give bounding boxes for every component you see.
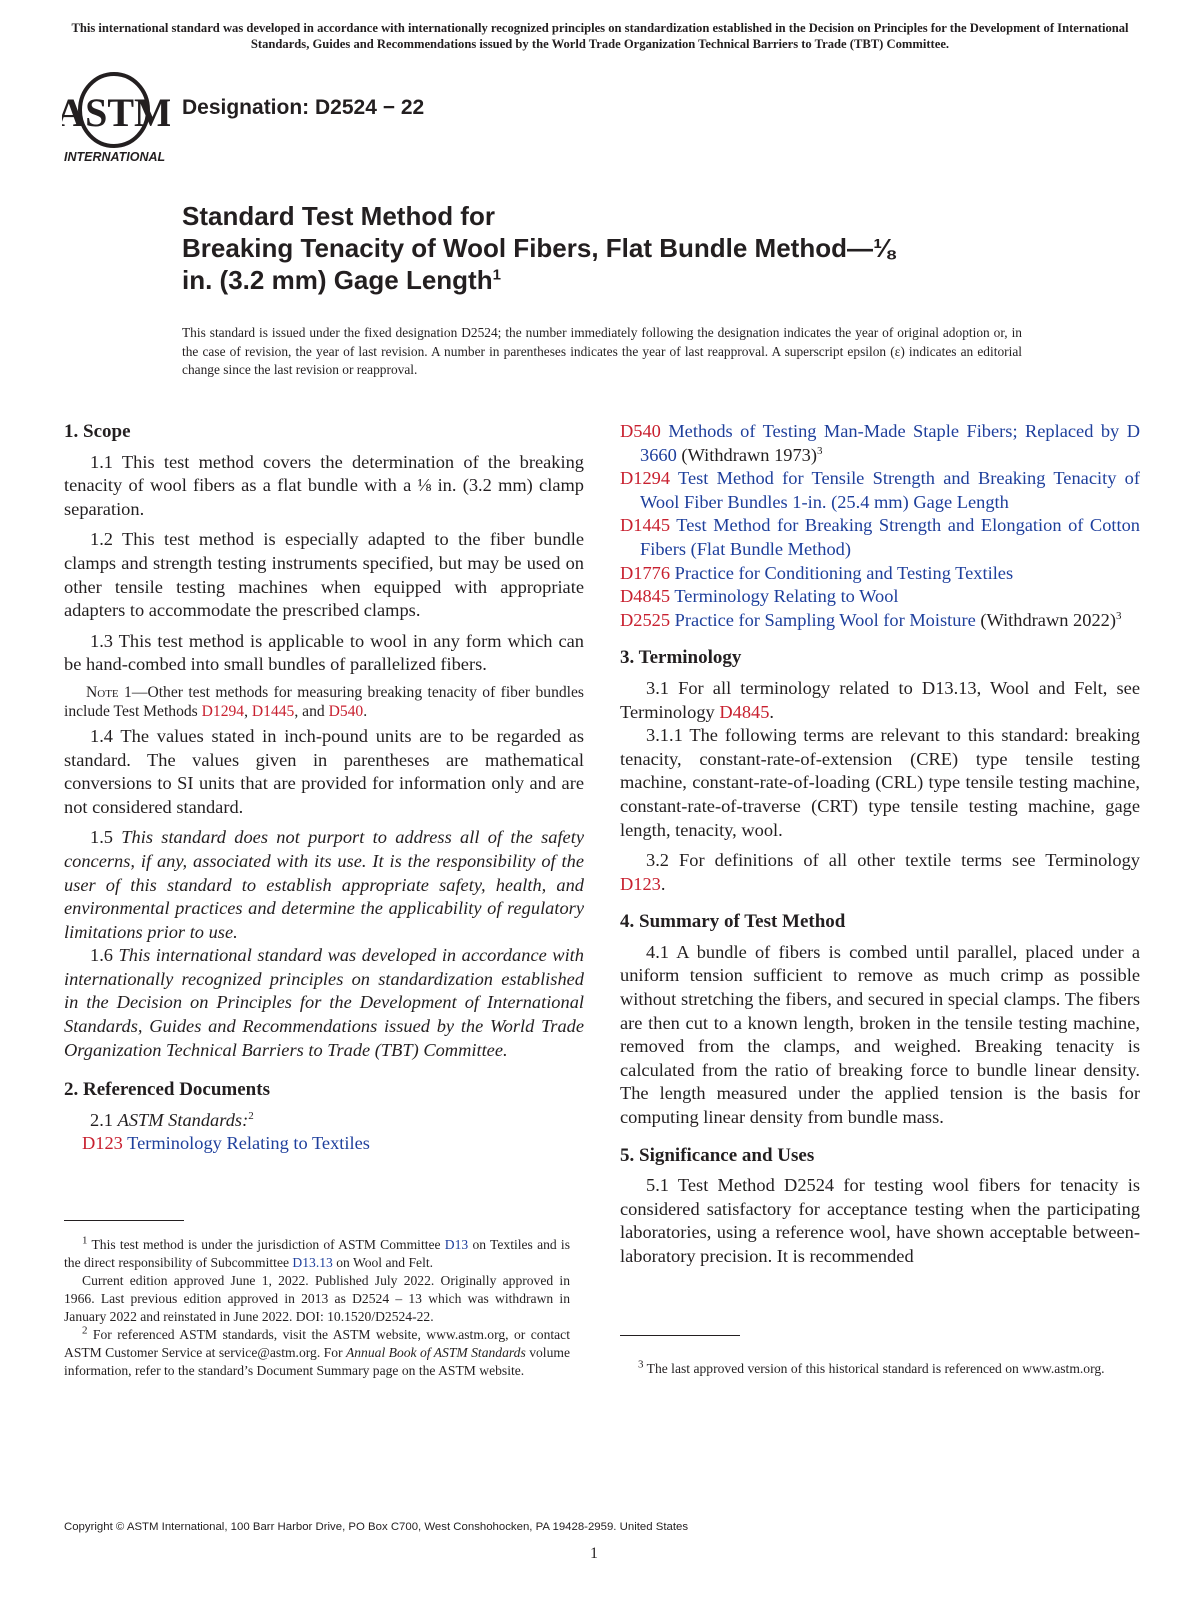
paragraph-3-1 xyxy=(620,677,1140,724)
footnote-text: For referenced ASTM standards, visit the ASTM website, www.astm.org, or contact ASTM Customer Service at service@astm.org. For xyxy=(64,1327,570,1360)
reference-title[interactable]: Methods of Testing Man-Made Staple Fibers; Replaced by D 3660 xyxy=(640,421,1140,465)
note-label: Note 1 xyxy=(86,683,132,701)
paragraph-4-1: 4.1 A bundle of fibers is combed until parallel, placed under a uniform tension sufficient to remove as much crimp as possible without stretching the fibers, and secured in special clamps. The fibers are then cut to a known length, broken in the tensile testing machine, removed from the clamps, and weighed. Breaking tenacity is calculated from the ratio of breaking force to bundle linear density. The length measured under the applied tension is the basis for computing linear density from bundle mass. xyxy=(620,941,1140,1128)
footnote-text: on Textiles and is the direct responsibility of Subcommittee xyxy=(64,1237,570,1270)
page-number: 1 xyxy=(590,1545,598,1562)
footnote-1 xyxy=(64,1236,570,1272)
paragraph-5-1: 5.1 Test Method D2524 for testing wool fibers for tenacity is considered satisfactory for acceptance testing when the participating laboratories, using a reference wool, have shown acceptable between-laboratory precision. It is recommended xyxy=(620,1175,1140,1266)
reference-title[interactable]: Terminology Relating to Textiles xyxy=(127,1133,370,1154)
preamble: This standard is issued under the fixed designation D2524; the number immediately following the designation indicates the year of original adoption or, in the case of revision, the year of last revision. A number in parentheses indicates the year of last reapproval. A superscript epsilon (ε) indicates an editorial change since the last revision or reapproval. xyxy=(182,325,1022,377)
paragraph-number: 2.1 xyxy=(90,1109,118,1130)
logo-text: ASTM xyxy=(62,90,170,135)
note-1 xyxy=(64,683,584,721)
paragraph-text: 3.1 For all terminology related to D13.13, Wool and Felt, see Terminology xyxy=(620,677,1140,722)
paragraph-number: 1.5 xyxy=(90,827,122,848)
section-heading-summary: 4. Summary of Test Method xyxy=(620,911,846,933)
note-end: . xyxy=(363,702,368,720)
astm-logo xyxy=(62,70,170,166)
footnote-1-edition: Current edition approved June 1, 2022. Published July 2022. Originally approved in 1966. Last previous edition approved in 2013 as D2524 – 13 which was withdrawn in January 2022 and reinstated in June 2022. DOI: 10.1520/D2524-22. xyxy=(64,1273,570,1324)
note-link-d540[interactable]: D540 xyxy=(328,702,364,720)
footnote-3 xyxy=(620,1360,1126,1378)
reference-item-d123[interactable] xyxy=(82,1132,584,1156)
paragraph-1-1: 1.1 This test method covers the determination of the breaking tenacity of wool fibers as a flat bundle with a ⅛ in. (3.2 mm) clamp separation. xyxy=(64,451,584,519)
paragraph-3-2 xyxy=(620,849,1140,896)
reference-title[interactable]: Test Method for Tensile Strength and Breaking Tenacity of Wool Fiber Bundles 1-in. (25.4 mm) Gage Length xyxy=(640,468,1140,512)
paragraph-2-1 xyxy=(64,1109,584,1133)
note-link-d1445[interactable]: D1445 xyxy=(251,702,295,720)
reference-status: (Withdrawn 1973) xyxy=(676,444,818,465)
astm-standards-label: ASTM Standards: xyxy=(117,1109,249,1130)
paragraph-1-2: 1.2 This test method is especially adapted to the fiber bundle clamps and strength testing instruments specified, but may be used on other tensile testing machines when equipped with appropriate adapters to accommodate the prescribed clamps. xyxy=(64,529,584,621)
reference-code[interactable]: D1445 xyxy=(620,515,671,536)
reference-item-d540[interactable] xyxy=(620,420,1140,467)
footnote-mark: 2 xyxy=(248,1109,254,1122)
title-line-1: Standard Test Method for xyxy=(182,201,495,231)
title-footnote-mark: 1 xyxy=(492,266,501,284)
section-heading-terminology: 3. Terminology xyxy=(620,647,742,669)
footnote-text: The last approved version of this historical standard is referenced on www.astm.org. xyxy=(643,1361,1105,1376)
reference-item-d2525[interactable] xyxy=(620,609,1140,633)
paragraph-text: 3.2 For definitions of all other textile terms see Terminology xyxy=(646,850,1140,871)
tbt-statement: This international standard was developed in accordance with internationally recognized principles on standardization established in the Decision on Principles for the Development of International Standards, Guides and Recommendations issued by the World Trade Organization Technical Barriers to Trade (TBT) Committee. xyxy=(64,945,584,1060)
committee-link-d13[interactable]: D13 xyxy=(444,1237,469,1252)
footnotes-left xyxy=(64,1236,570,1380)
title-line-3: in. (3.2 mm) Gage Length xyxy=(182,265,493,295)
document-title xyxy=(182,200,1082,296)
footnotes-right xyxy=(620,1360,1126,1378)
reference-item-d1776[interactable] xyxy=(620,562,1140,586)
footnote-mark: 3 xyxy=(817,444,823,457)
section-heading-referenced-documents: 2. Referenced Documents xyxy=(64,1079,270,1101)
note-separator: , and xyxy=(294,702,329,720)
reference-code[interactable]: D2525 xyxy=(620,609,671,630)
footnote-rule xyxy=(620,1335,740,1336)
reference-code[interactable]: D123 xyxy=(82,1133,123,1154)
footnote-rule xyxy=(64,1220,184,1221)
section-heading-significance: 5. Significance and Uses xyxy=(620,1144,815,1166)
footnote-2 xyxy=(64,1326,570,1380)
reference-code[interactable]: D540 xyxy=(620,421,661,441)
reference-status: (Withdrawn 2022) xyxy=(975,609,1116,630)
reference-code[interactable]: D1294 xyxy=(620,468,671,489)
reference-title[interactable]: Practice for Conditioning and Testing Textiles xyxy=(674,562,1014,583)
reference-code[interactable]: D4845 xyxy=(620,586,671,607)
terminology-link-d4845[interactable]: D4845 xyxy=(719,701,770,722)
reference-code[interactable]: D1776 xyxy=(620,562,671,583)
reference-item-d1294[interactable] xyxy=(620,467,1140,514)
right-column xyxy=(620,420,1140,1376)
note-link-d1294[interactable]: D1294 xyxy=(201,702,245,720)
terminology-link-d123[interactable]: D123 xyxy=(620,873,661,894)
footnote-mark: 3 xyxy=(1115,609,1122,622)
section-heading-scope: 1. Scope xyxy=(64,421,131,442)
note-separator: , xyxy=(244,702,252,720)
designation: Designation: D2524 − 22 xyxy=(182,96,425,119)
reference-title[interactable]: Test Method for Breaking Strength and Elongation of Cotton Fibers (Flat Bundle Method) xyxy=(640,515,1140,559)
footnote-text: This test method is under the jurisdiction of ASTM Committee xyxy=(87,1237,445,1252)
footnote-mark: 1 xyxy=(82,1234,88,1247)
note-text: —Other test methods for measuring breaking tenacity of fiber bundles include Test Methods xyxy=(64,683,584,720)
footnote-mark: 3 xyxy=(638,1358,644,1371)
paragraph-1-5 xyxy=(64,826,584,944)
paragraph-end: . xyxy=(769,701,775,722)
reference-title[interactable]: Terminology Relating to Wool xyxy=(674,586,899,607)
footnote-mark: 2 xyxy=(82,1324,88,1337)
footnote-text: volume information, refer to the standard’s Document Summary page on the ASTM website. xyxy=(64,1345,570,1378)
copyright-notice: Copyright © ASTM International, 100 Barr Harbor Drive, PO Box C700, West Conshohocken, PA 19428-2959. United States xyxy=(64,1521,689,1533)
annual-book-title: Annual Book of ASTM Standards xyxy=(345,1345,526,1360)
reference-title[interactable]: Practice for Sampling Wool for Moisture xyxy=(674,609,976,630)
paragraph-1-4: 1.4 The values stated in inch-pound units are to be regarded as standard. The values given in parentheses are mathematical conversions to SI units that are provided for information only and are not considered standard. xyxy=(64,725,584,817)
footnote-text: on Wool and Felt. xyxy=(332,1255,434,1270)
paragraph-1-3: 1.3 This test method is applicable to wool in any form which can be hand-combed into small bundles of parallelized fibers. xyxy=(64,630,584,675)
left-column xyxy=(64,420,584,1378)
title-line-2: Breaking Tenacity of Wool Fibers, Flat Bundle Method—⅛ xyxy=(182,233,895,263)
reference-item-d4845[interactable] xyxy=(620,585,1140,609)
logo-subtext: INTERNATIONAL xyxy=(64,150,166,164)
subcommittee-link-d13-13[interactable]: D13.13 xyxy=(292,1255,333,1270)
paragraph-1-6 xyxy=(64,944,584,1062)
reference-item-d1445[interactable] xyxy=(620,514,1140,561)
safety-caveat: This standard does not purport to address all of the safety concerns, if any, associated with its use. It is the responsibility of the user of this standard to establish appropriate safety, health, and environmental practices and determine the applicability of regulatory limitations prior to use. xyxy=(64,827,584,942)
paragraph-number: 1.6 xyxy=(90,945,119,966)
paragraph-end: . xyxy=(660,873,666,894)
paragraph-3-1-1: 3.1.1 The following terms are relevant to this standard: breaking tenacity, constant-rate-of-extension (CRE) type tensile testing machine, constant-rate-of-loading (CRL) type tensile testing machine, constant-rate-of-traverse (CRT) type tensile testing machine, gage length, tenacity, wool. xyxy=(620,725,1140,840)
astm-logo-icon xyxy=(62,70,170,166)
tbt-notice: This international standard was developed in accordance with internationally recognized principles on standardization established in the Decision on Principles for the Development of International Standards, Guides and Recommendations issued by the World Trade Organization Technical Barriers to Trade (TBT) Committee. xyxy=(71,21,1129,51)
